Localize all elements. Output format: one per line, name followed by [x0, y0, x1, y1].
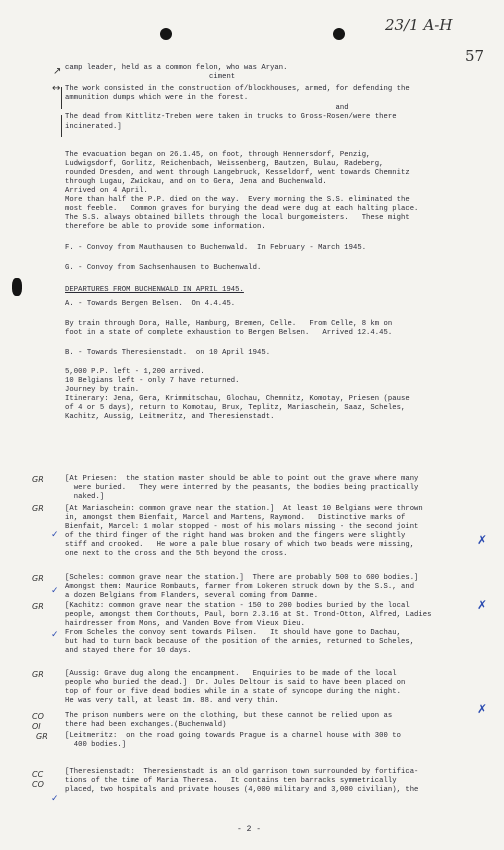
text-line: G. - Convoy from Sachsenhausen to Buchenwald. [65, 264, 262, 272]
text-line: 400 bodies.] [65, 741, 127, 749]
text-line: naked.] [65, 493, 105, 501]
page-number: 57 [465, 47, 485, 65]
text-line: More than half the P.P. died on the way. Every morning the S.S. eliminated the [65, 196, 410, 204]
text-line: top of four or five dead bodies while in a state of syncope during the night. [65, 688, 401, 696]
text-line: through Lugau, Zwickau, and on to Gera, Jena and Buchenwald. [65, 178, 327, 186]
text-line: but had to turn back because of the position of the armies, returned to Scheles, [65, 638, 415, 646]
text-line: a dozen Belgians from Flanders, several coming from Damme. [65, 592, 319, 600]
margin-tick: ✓ [51, 630, 59, 640]
text-line: camp leader, held as a common felon, who was Aryan. [65, 64, 288, 72]
text-line: The work consisted in the construction of/blockhouses, armed, for defending the [65, 85, 410, 93]
text-line: and [65, 104, 349, 112]
text-line: placed, two hospitals and private houses (4,000 military and 3,000 civilian), the [65, 786, 419, 794]
margin-annotation: CC [32, 770, 44, 779]
margin-cross: ✗ [477, 598, 488, 612]
margin-annotation: GR [32, 504, 44, 513]
text-line: Amongst them: Maurice Rombauts, farmer from Lokeren struck down by the S.S., and [65, 583, 415, 591]
text-line: and stayed there for 10 days. [65, 647, 192, 655]
margin-annotation: GR [32, 602, 44, 611]
text-line: therefore be able to provide some information. [65, 223, 266, 231]
text-line: By train through Dora, Halle, Hamburg, Bremen, Celle. From Celle, 8 km on [65, 320, 393, 328]
margin-annotation: GR [36, 732, 48, 741]
margin-bracket [61, 87, 62, 109]
text-line: of 4 or 5 days), return to Komotau, Brux, Teplitz, Mariaschein, Saaz, Scheles, [65, 404, 406, 412]
text-line: Ludwigsdorf, Gorlitz, Reichenbach, Weissenberg, Bautzen, Bulau, Radeberg, [65, 160, 384, 168]
margin-annotation: GR [32, 574, 44, 583]
margin-annotation: CO [32, 780, 44, 789]
text-line: DEPARTURES FROM BUCHENWALD IN APRIL 1945. [65, 286, 244, 294]
margin-tick: ✓ [51, 794, 59, 804]
text-line: stiff and crooked. He wore a pale blue rosary of which two beads were missing, [65, 541, 415, 549]
text-line: [At Mariaschein: common grave near the station.] At least 10 Belgians were thrown [65, 505, 423, 513]
text-line: ammunition dumps which were in the forest. [65, 94, 249, 102]
text-line: in, amongst them Bienfait, Marcel and Martens, Raymond. Distinctive marks of [65, 514, 406, 522]
text-line: people, amongst them Corthouts, Paul, born 2.3.16 at St. Trond-Otton, Alfred, Ladies [65, 611, 432, 619]
text-line: there had been exchanges.(Buchenwald) [65, 721, 227, 729]
text-line: one next to the cross and the 5th beyond the cross. [65, 550, 288, 558]
punch-hole [12, 278, 22, 296]
margin-bracket [61, 115, 62, 137]
text-line: [Kachitz: common grave near the station - 150 to 200 bodies buried by the local [65, 602, 410, 610]
text-line: [Scheles: common grave near the station.] There are probably 500 to 600 bodies.] [65, 574, 419, 582]
margin-annotation: GR [32, 475, 44, 484]
text-line: most feeble. Common graves for burying the dead were dug at each halting place. [65, 205, 419, 213]
text-line: Arrived on 4 April. [65, 187, 148, 195]
text-line: [Aussig: Grave dug along the encampment. Enquiries to be made of the local [65, 670, 397, 678]
margin-arrow-mark: ↗ [53, 66, 62, 77]
text-line: From Scheles the convoy sent towards Pilsen. It should have gone to Dachau, [65, 629, 401, 637]
margin-annotation: GR [32, 670, 44, 679]
text-line: tions of the time of Maria Theresa. It contains ten barracks symmetrically [65, 777, 397, 785]
margin-cross: ✗ [477, 533, 488, 547]
text-line: F. - Convoy from Mauthausen to Buchenwald. In February - March 1945. [65, 244, 367, 252]
text-line: were buried. They were interred by the peasants, the bodies being practically [65, 484, 419, 492]
text-line: A. - Towards Bergen Belsen. On 4.4.45. [65, 300, 236, 308]
text-line: The S.S. always obtained billets through the local burgomeisters. These might [65, 214, 410, 222]
text-line: 10 Belgians left - only 7 have returned. [65, 377, 240, 385]
text-line: The dead from Kittlitz-Treben were taken in trucks to Gross-Rosen/were there [65, 113, 397, 121]
handwritten-reference: 23/1 A-H [385, 16, 453, 34]
text-line: [At Priesen: the station master should be able to point out the grave where many [65, 475, 419, 483]
text-line: incinerated.] [65, 123, 122, 131]
margin-annotation: OI [32, 722, 41, 731]
text-line: people who buried the dead.] Dr. Jules Deltour is said to have been placed on [65, 679, 406, 687]
punch-hole [333, 28, 345, 40]
text-line: Bienfait, Marcel: 1 molar stopped - most of his molars missing - the second joint [65, 523, 419, 531]
text-line: [Leitmeritz: on the road going towards Prague is a charnel house with 300 to [65, 732, 401, 740]
text-line: Journey by train. [65, 386, 140, 394]
text-line: Itinerary: Jena, Gera, Krimmitschau, Glochau, Chemnitz, Komotay, Priesen (pause [65, 395, 410, 403]
margin-annotation: CO [32, 712, 44, 721]
margin-arrow-mark: ↔ [52, 83, 61, 94]
text-line: of the third finger of the right hand was broken and the fingers were slightly [65, 532, 406, 540]
margin-tick: ✓ [51, 586, 59, 596]
text-line: He was very tall, at least 1m. 88. and very thin. [65, 697, 279, 705]
text-line: ciment [65, 73, 236, 81]
margin-tick: ✓ [51, 530, 59, 540]
text-line: rounded Dresden, and went through Langebruck, Kesseldorf, went towards Chemnitz [65, 169, 410, 177]
margin-cross: ✗ [477, 702, 488, 716]
text-line: hairdresser from Mons, and Vanden Bove from Vieux Dieu. [65, 620, 305, 628]
text-line: The prison numbers were on the clothing, but these cannot be relied upon as [65, 712, 393, 720]
text-line: B. - Towards Theresienstadt. on 10 April 1945. [65, 349, 271, 357]
page-footer: - 2 - [237, 825, 262, 834]
text-line: foot in a state of complete exhaustion to Bergen Belsen. Arrived 12.4.45. [65, 329, 393, 337]
punch-hole [160, 28, 172, 40]
text-line: The evacuation began on 26.1.45, on foot, through Hennersdorf, Penzig, [65, 151, 371, 159]
text-line: 5,000 P.P. left - 1,200 arrived. [65, 368, 205, 376]
text-line: Kachitz, Aussig, Leitmeritz, and Theresienstadt. [65, 413, 275, 421]
text-line: [Theresienstadt: Theresienstadt is an old garrison town surrounded by fortifica- [65, 768, 419, 776]
